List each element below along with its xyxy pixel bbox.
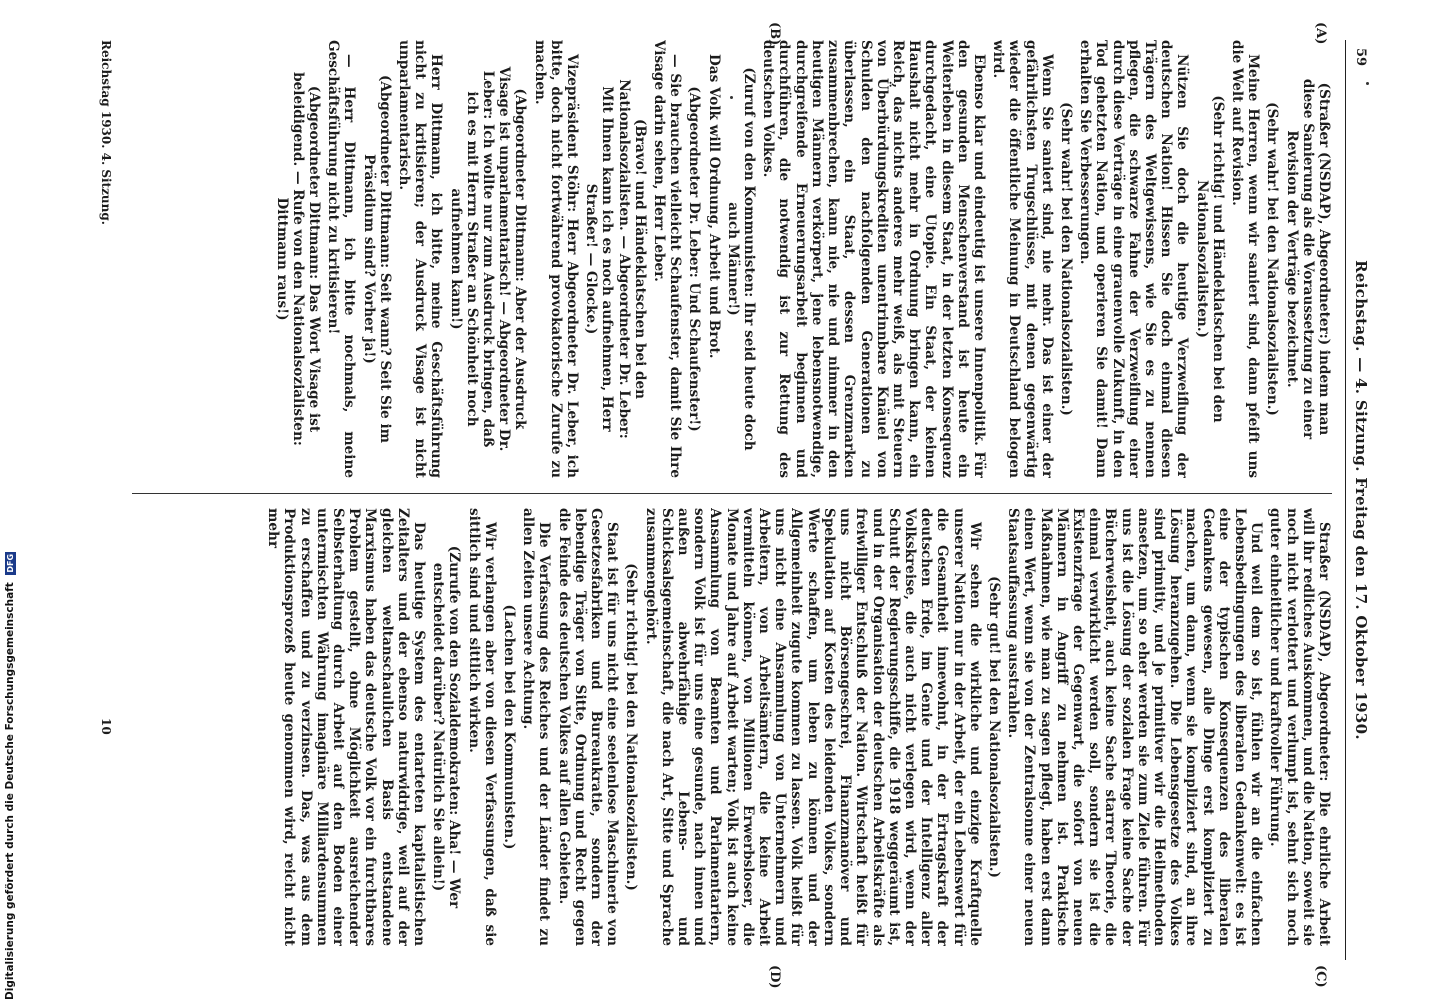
paragraph: Das Volk will Ordnung, Arbeit und Brot. bbox=[705, 54, 722, 359]
page-number: 59 bbox=[1353, 48, 1368, 67]
dfg-logo-icon: DFG bbox=[5, 553, 15, 573]
paragraph: (Abgeordneter Dr. Leber: Und Schaufenster!) bbox=[686, 86, 703, 432]
paragraph: — Herr Dittmann, ich bitte nochmals, meine Geschäftsführung nicht zu kritisieren! bbox=[325, 40, 358, 478]
paragraph: Wir verlangen aber von diesen Verfassungen, daß sie sittlich sind und sittlich wirken. bbox=[465, 508, 498, 946]
paragraph: (Lachen bei den Kommunisten.) bbox=[501, 604, 518, 850]
left-column bbox=[102, 40, 1332, 478]
paragraph: Wenn Sie saniert sind, nie mehr. Das ist einer der gefährlichsten Trugschlüsse, mit denen gegenwärtig wieder die öffentliche Meinung in Deutschland belogen wird. bbox=[990, 40, 1055, 478]
paragraph: (Zuruf von den Kommunisten: Ihr seid heute doch auch Männer!) bbox=[724, 67, 758, 451]
paragraph: (Sehr wahr! bei den Nationalsozialisten.) bbox=[1057, 102, 1074, 416]
paragraph: Vizepräsident Stöhr: Herr Abgeordneter Dr. Leber, ich bitte, doch nicht fortwährend provokatorische Zurufe zu machen. bbox=[531, 40, 581, 478]
paragraph: (Sehr richtig! und Händeklatschen bei den Nationalsozialisten.) bbox=[1193, 95, 1226, 423]
footer-left: Reichstag 1930. 4. Sitzung. bbox=[99, 40, 113, 225]
paragraph: Die Verfassung des Reiches und der Länder findet zu allen Zeiten unsere Achtung. bbox=[520, 508, 553, 946]
paragraph: — Sie brauchen vielleicht Schaufenster, damit Sie Ihre Visage darin sehen, Herr Leber. bbox=[651, 40, 684, 478]
paragraph: (Sehr gut! bei den Nationalsozialisten.) bbox=[985, 576, 1002, 878]
credit-text: Digitalisierung gefördert durch die Deutsche Forschungsgemeinschaft bbox=[4, 582, 16, 1000]
margin-marker-a: (A) bbox=[1313, 22, 1328, 45]
paragraph: (Abgeordneter Dittmann: Aber der Ausdruck Visage ist unparlamentarisch! — Abgeordneter Dr. Leber: Ich wollte nur zum Ausdruck bringen, daß ich es mit Herrn Straßer an Schönheit noch aufnehmen kann!) bbox=[447, 66, 529, 452]
paragraph: Ebenso klar und eindeutig ist unsere Innenpolitik. Für den gesunden Menschenverstand ist heute ein Weiterleben in diesem Staat, in der letzten Konsequenz durchgedacht, eine Utopie. Ein Staat, der keinen Haushalt nicht mehr in Ordnung bringen kann, ein Reich, das nichts anderes mehr weiß, als mit Steuern von Überbürdungskrediten unentrinnbare Knäuel von Schulden den nachfolgenden Generationen zu überlassen, ein Staat, dessen Grenzmarken zusammenbrechen, kann nie, nie und nimmer in den heutigen Männern verkörpert, jene lebensnotwendige, durchgreifende Erneuerungsarbeit beginnen und durchführen, die notwendig ist zur Rettung des deutschen Volkes. bbox=[760, 40, 987, 478]
paragraph: Herr Dittmann, ich bitte, meine Geschäftsführung nicht zu kritisieren; der Ausdruck Visage ist nicht unparlamentarisch. bbox=[396, 40, 445, 478]
paragraph: (Zurufe von den Sozialdemokraten: Aha! — Wer entscheidet darüber? Natürlich Sie allein!) bbox=[430, 545, 463, 909]
scan-speck bbox=[730, 96, 733, 99]
page-header bbox=[1345, 40, 1372, 960]
paragraph: (Abgeordneter Dittmann: Das Wort Visage ist beleidigend. — Rufe von den Nationalsozialisten: Dittmann raus!) bbox=[273, 72, 323, 446]
paragraph: Nützen Sie doch die heutige Verzweiflung der deutschen Nation! Hissen Sie doch einmal diesen Trägern des Weltgewissens, wie Sie es zu nennen pflegen, die schwarze Fahne der Verzweiflung einer durch diese Verträge in eine grauenvolle Zukunft, in den Tod gehetzten Nation, und operieren Sie damit! Dann erhalten Sie Verbesserungen. bbox=[1077, 40, 1191, 478]
margin-marker-b: (B) bbox=[767, 22, 782, 46]
paragraph: Und weil dem so ist, fühlen wir an die einfachen Lebensbedingungen des liberalen Gedankenwelt: es ist eine der typischen Konsequenzen des liberalen Gedankens gewesen, alle Dinge erst kompliziert zu machen, um dann, wenn sie kompliziert sind, an ihre Lösung heranzugehen. Die Lebensgesetze des Volkes sind primitiv, und je primitiver wir die Heilmethoden ansetzen, um so eher werden sie zum Ziele führen. Für uns ist die Lösung der sozialen Frage keine Sache der Bücherweisheit, auch keine Sache starrer Theorie, die einmal verwirklicht werden soll, sondern sie ist die Existenzfrage der Gegenwart, die sofort von neuen Männern in Angriff zu nehmen ist. Praktische Maßnahmen, wie man zu sagen pflegt, haben erst dann einen Wert, wenn sie von der Zentralsonne einer neuen Staatsauffassung ausstrahlen. bbox=[1005, 508, 1265, 946]
margin-marker-c: (C) bbox=[1313, 965, 1328, 988]
paragraph: (Bravo! und Händeklatschen bei den Nationalsozialisten. — Abgeordneter Dr. Leber: Mit Ihnen kann ich es noch aufnehmen, Herr Straßer! — Glocke.) bbox=[583, 79, 648, 439]
right-column bbox=[102, 508, 1332, 946]
paragraph: (Straßer (NSDAP), Abgeordneter:) indem man diese Sanierung als die Voraussetzung zu einer Revision der Verträge bezeichnet. bbox=[1283, 78, 1332, 440]
margin-marker-d: (D) bbox=[767, 965, 782, 989]
column-divider bbox=[132, 493, 1332, 494]
paragraph: Wir sehen die wirkliche und einzige Kraftquelle unserer Nation nur in der Arbeit, der ein Lebenswert für die Gesamtheit innewohnt, in der Ertragskraft der deutschen Erde, im Genie und der Intelligenz aller Volkskreise, die auch nicht verlegen wird, wenn der Schutt der Regierungsschiffe, die 1918 weggeräumt ist, und in der Organisation der deutschen Arbeitskräfte als freiwilliger Entschluß der Nation. Wirtschaft heißt für uns nicht Börsengeschrei, Finanzmanöver und Spekulation auf Kosten des leidenden Volkes, sondern Werte schaffen, um leben zu können und der Allgemeinheit zugute kommen zu lassen. Volk heißt für uns nicht eine Ansammlung von Unternehmern und Arbeitern, von Arbeitsämtern, die keine Arbeit vermitteln können, von Millionen Erwerbsloser, die Monate und Jahre auf Arbeit warten; Volk ist auch keine Ansammlung von Beamten und Parlamentariern, sondern Volk ist für uns eine gesunde, nach innen und außen abwehrfähige Lebens- und Schicksalsgemeinschaft, die nach Art, Sitte und Sprache zusammengehört. bbox=[642, 508, 983, 946]
paragraph: (Sehr wahr! bei den Nationalsozialisten.) bbox=[1264, 102, 1281, 416]
paragraph: Straßer (NSDAP), Abgeordneter: Die ehrliche Arbeit will ihr redliches Auskommen, und die Nation, soweit sie noch nicht verlottert und verlumpt ist, sehnt sich noch guter einheitlicher und kraftvoller Führung. bbox=[1267, 508, 1332, 946]
paragraph: Staat ist für uns nicht eine seelenlose Maschinerie von Gesetzesfabriken und Bureaukratie, sondern der lebendige Träger von Sitte, Ordnung und Recht gegen die Feinde des deutschen Volkes auf allen Gebieten. bbox=[555, 508, 621, 946]
scan-speck bbox=[1366, 82, 1369, 85]
document-page bbox=[82, 22, 1372, 989]
paragraph: Das heutige System des entarteten kapitalistischen Zeitalters und der ebenso naturwidrige, weil auf der gleichen weltanschaulichen Basis entstandene Marxismus haben das deutsche Volk vor ein furchtbares Problem gestellt, ohne Möglichkeit ausreichender Selbsterhaltung durch Arbeit auf den Boden einer untermischten Währung imaginäre Milliardensummen zu erschaffen und zu verzinsen. Das, was aus dem Produktionsprozeß heute genommen wird, reicht nicht mehr bbox=[265, 508, 428, 946]
paragraph: Meine Herren, wenn wir saniert sind, dann pfeift uns die Welt auf Revision. bbox=[1228, 40, 1262, 478]
footer-page-number: 10 bbox=[99, 718, 113, 735]
page-title: Reichstag. — 4. Sitzung. Freitag den 17. Oktober 1930. bbox=[1352, 260, 1370, 740]
paragraph: (Sehr richtig! bei den Nationalsozialisten.) bbox=[623, 563, 640, 891]
digitization-credit bbox=[2, 0, 18, 1000]
paragraph: (Abgeordneter Dittmann: Seit wann? Seit Sie im Präsidium sind? Vorher ja!) bbox=[360, 74, 393, 444]
